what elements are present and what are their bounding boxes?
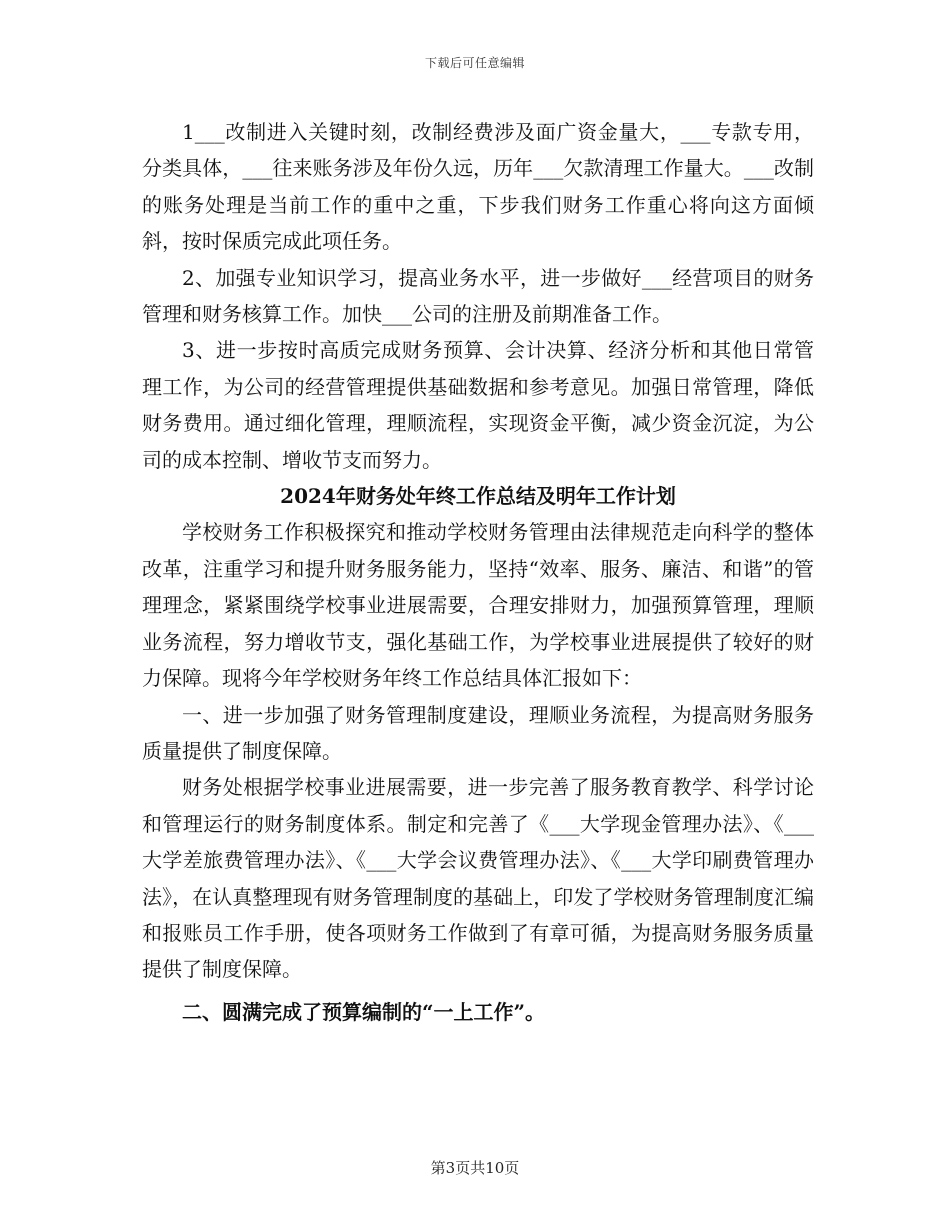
page-number: 第3页共10页 [430, 1159, 520, 1177]
paragraph-item-1: 1___改制进入关键时刻，改制经费涉及面广资金量大，___专款专用，分类具体，___往来账务涉及年份久远，历年___欠款清理工作量大。___改制的账务处理是当前工作的重中之重，下步我们财务工作重心将向这方面倾斜，按时保质完成此项任务。 [142, 120, 814, 254]
document-title: 2024年财务处年终工作总结及明年工作计划 [280, 484, 676, 509]
section-two-heading: 二、圆满完成了预算编制的“一上工作”。 [182, 999, 546, 1024]
document-content [142, 114, 814, 1030]
paragraph-item-3: 3、进一步按时高质完成财务预算、会计决算、经济分析和其他日常管理工作，为公司的经营管理提供基础数据和参考意见。加强日常管理，降低财务费用。通过细化管理，理顺流程，实现资金平衡，减少资金沉淀，为公司的成本控制、增收节支而努力。 [142, 338, 814, 472]
section-one-paragraph: 一、进一步加强了财务管理制度建设，理顺业务流程，为提高财务服务质量提供了制度保障。 [142, 702, 814, 763]
regulation-paragraph: 财务处根据学校事业进展需要，进一步完善了服务教育教学、科学讨论和管理运行的财务制度体系。制定和完善了《___大学现金管理办法》、《___大学差旅费管理办法》、《___大学会议费管理办法》、《___大学印刷费管理办法》，在认真整理现有财务管理制度的基础上，印发了学校财务管理制度汇编和报账员工作手册，使各项财务工作做到了有章可循，为提高财务服务质量提供了制度保障。 [142, 775, 814, 982]
intro-paragraph: 学校财务工作积极探究和推动学校财务管理由法律规范走向科学的整体改革，注重学习和提升财务服务能力，坚持“效率、服务、廉洁、和谐”的管理理念，紧紧围绕学校事业进展需要，合理安排财力，加强预算管理，理顺业务流程，努力增收节支，强化基础工作，为学校事业进展提供了较好的财力保障。现将今年学校财务年终工作总结具体汇报如下： [142, 520, 814, 691]
paragraph-item-2: 2、加强专业知识学习，提高业务水平，进一步做好___经营项目的财务管理和财务核算工作。加快___公司的注册及前期准备工作。 [142, 265, 814, 327]
header-note: 下载后可任意编辑 [424, 56, 525, 70]
